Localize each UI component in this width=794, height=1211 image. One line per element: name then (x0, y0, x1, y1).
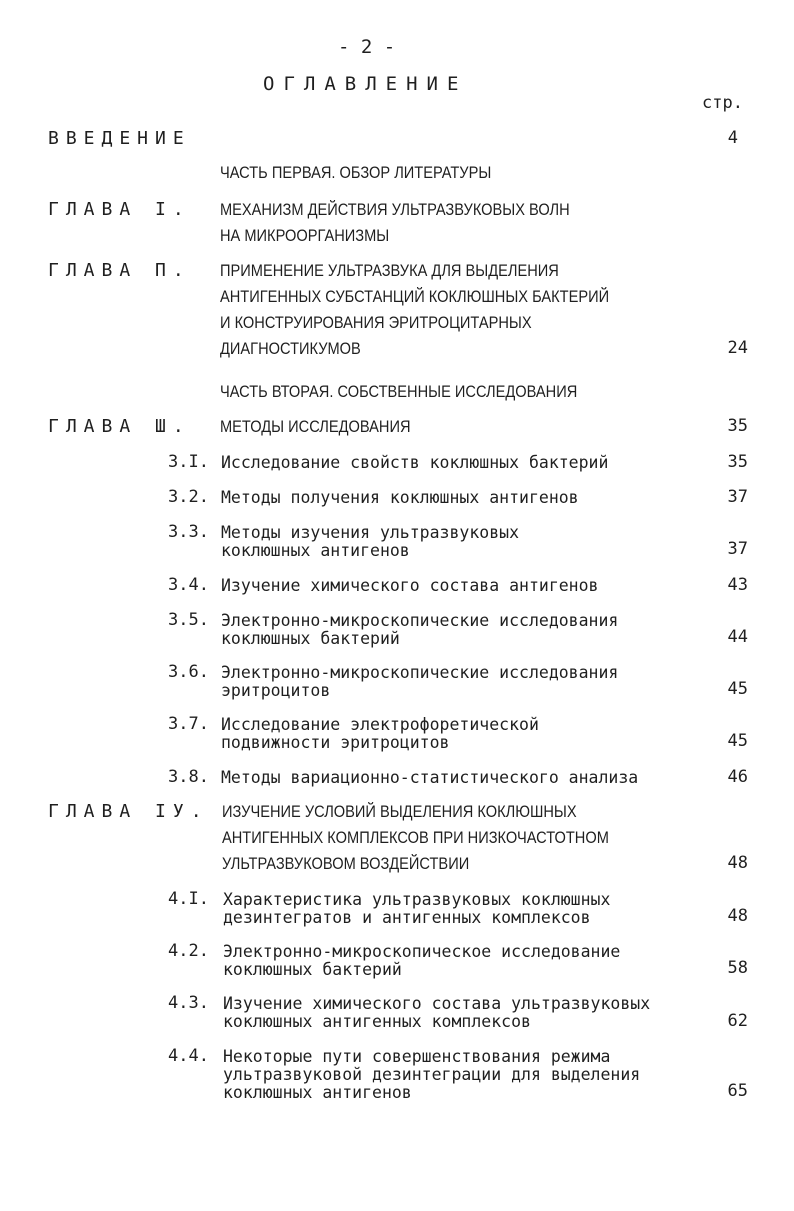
chapter-2-title-line: ПРИМЕНЕНИЕ УЛЬТРАЗВУКА ДЛЯ ВЫДЕЛЕНИЯ (220, 261, 559, 280)
section-page: 62 (727, 1011, 748, 1031)
section-title-line: Электронно-микроскопическое исследование (223, 942, 621, 961)
section-title-line: Методы получения коклюшных антигенов (221, 488, 579, 507)
section-number: 3.5. (168, 610, 209, 630)
section-title-line: Методы вариационно-статистического анализа (221, 768, 639, 787)
chapter-1-label: ГЛАВА I. (48, 199, 191, 220)
part-one-heading: ЧАСТЬ ПЕРВАЯ. ОБЗОР ЛИТЕРАТУРЫ (220, 163, 492, 182)
section-number: 4.I. (168, 889, 209, 909)
section-number: 4.3. (168, 993, 209, 1013)
chapter-4-title-line: УЛЬТРАЗВУКОВОМ ВОЗДЕЙСТВИИ (222, 854, 470, 873)
section-page: 48 (727, 906, 748, 926)
section-title-line: Электронно-микроскопические исследования (221, 663, 619, 682)
section-number: 3.2. (168, 487, 209, 507)
chapter-2-title-line: ДИАГНОСТИКУМОВ (220, 339, 361, 358)
chapter-3-label: ГЛАВА Ш. (48, 416, 191, 437)
section-title-line: Электронно-микроскопические исследования (221, 611, 619, 630)
chapter-4-label: ГЛАВА IУ. (48, 801, 209, 822)
section-title-line: ультразвуковой дезинтеграции для выделения (223, 1065, 641, 1084)
section-title-line: эритроцитов (221, 681, 331, 700)
section-title-line: коклюшных антигенов (223, 1083, 412, 1102)
chapter-2-title-line: АНТИГЕННЫХ СУБСТАНЦИЙ КОКЛЮШНЫХ БАКТЕРИЙ (220, 287, 610, 306)
chapter-1-title-line: МЕХАНИЗМ ДЕЙСТВИЯ УЛЬТРАЗВУКОВЫХ ВОЛН (220, 200, 570, 219)
section-title-line: коклюшных бактерий (223, 960, 402, 979)
section-page: 58 (727, 958, 748, 978)
part-two-heading: ЧАСТЬ ВТОРАЯ. СОБСТВЕННЫЕ ИССЛЕДОВАНИЯ (220, 382, 578, 401)
intro-label: ВВЕДЕНИЕ (48, 128, 191, 149)
section-title-line: Методы изучения ультразвуковых (221, 523, 520, 542)
section-title-line: Изучение химического состава ультразвуковых (223, 994, 651, 1013)
section-page: 37 (727, 539, 748, 559)
section-page: 65 (727, 1081, 748, 1101)
chapter-3-page: 35 (727, 416, 748, 436)
section-title-line: Изучение химического состава антигенов (221, 576, 599, 595)
section-title-line: Исследование свойств коклюшных бактерий (221, 453, 609, 472)
section-number: 3.3. (168, 522, 209, 542)
section-number: 3.4. (168, 575, 209, 595)
section-title-line: Некоторые пути совершенствования режима (223, 1047, 611, 1066)
page-column-label: стр. (702, 93, 743, 113)
chapter-4-title-line: ИЗУЧЕНИЕ УСЛОВИЙ ВЫДЕЛЕНИЯ КОКЛЮШНЫХ (222, 802, 577, 821)
section-title-line: коклюшных антигенов (221, 541, 410, 560)
section-page: 46 (727, 767, 748, 787)
section-number: 4.4. (168, 1046, 209, 1066)
page-number: - 2 - (338, 36, 396, 58)
intro-page: 4 (727, 128, 738, 148)
section-title-line: дезинтегратов и антигенных комплексов (223, 908, 591, 927)
section-number: 3.8. (168, 767, 209, 787)
section-page: 44 (727, 627, 748, 647)
section-page: 37 (727, 487, 748, 507)
section-page: 45 (727, 679, 748, 699)
toc-title: ОГЛАВЛЕНИЕ (263, 73, 468, 95)
chapter-1-title-line: НА МИКРООРГАНИЗМЫ (220, 226, 390, 245)
chapter-4-page: 48 (727, 853, 748, 873)
section-number: 3.I. (168, 452, 209, 472)
chapter-2-title-line: И КОНСТРУИРОВАНИЯ ЭРИТРОЦИТАРНЫХ (220, 313, 532, 332)
section-title-line: коклюшных бактерий (221, 629, 400, 648)
section-page: 43 (727, 575, 748, 595)
chapter-2-label: ГЛАВА П. (48, 260, 191, 281)
section-page: 35 (727, 452, 748, 472)
section-title-line: Характеристика ультразвуковых коклюшных (223, 890, 611, 909)
section-number: 4.2. (168, 941, 209, 961)
section-number: 3.6. (168, 662, 209, 682)
section-title-line: Исследование электрофоретической (221, 715, 539, 734)
chapter-2-page: 24 (727, 338, 748, 358)
chapter-3-title: МЕТОДЫ ИССЛЕДОВАНИЯ (220, 417, 411, 436)
section-number: 3.7. (168, 714, 209, 734)
section-title-line: коклюшных антигенных комплексов (223, 1012, 531, 1031)
chapter-4-title-line: АНТИГЕННЫХ КОМПЛЕКСОВ ПРИ НИЗКОЧАСТОТНОМ (222, 828, 609, 847)
section-page: 45 (727, 731, 748, 751)
section-title-line: подвижности эритроцитов (221, 733, 450, 752)
